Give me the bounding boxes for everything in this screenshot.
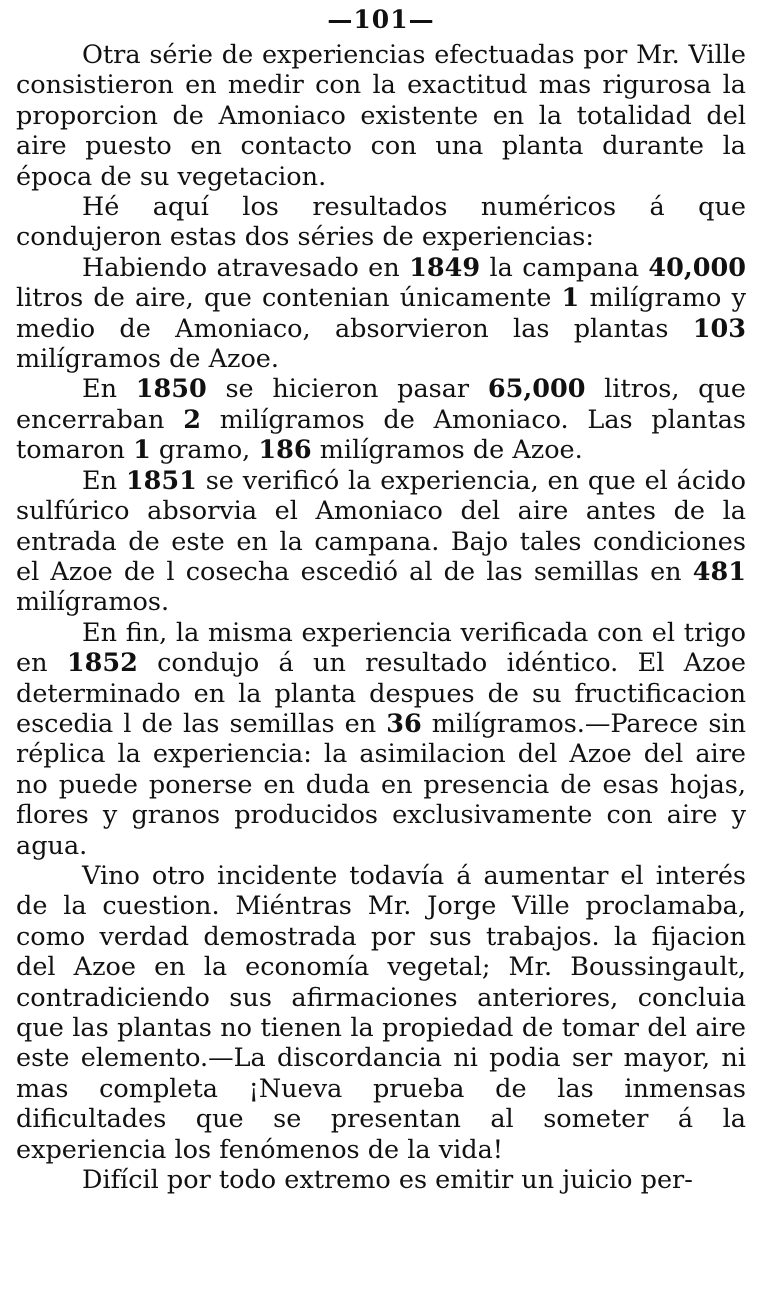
paragraph [16, 253, 746, 375]
text-run: En [82, 465, 126, 496]
text-run: En [82, 374, 136, 405]
bold-figure: 40,000 [648, 252, 747, 283]
bold-figure: 1852 [66, 648, 138, 679]
text-run: Habiendo atravesado en [82, 252, 410, 283]
text-run: Otra série de experiencias efectuadas por Mr. Ville consistieron en medir con la exactitud mas rigurosa la proporcion de Amoniaco existente en la totalidad del aire puesto en contacto con una planta durante la época de su vegetacion. [16, 40, 746, 192]
paragraph [16, 466, 746, 618]
bold-figure: 1 [133, 435, 151, 466]
text-run: milígramos de Amoniaco. Las plantas tomaron [16, 404, 747, 466]
paragraph [16, 40, 746, 192]
text-run: litros, que encerraban [16, 374, 746, 435]
page-number: —101— [327, 5, 435, 34]
bold-figure: 1849 [409, 252, 481, 283]
text-run: milígramos.—Parece sin réplica la experiencia: la asimilacion del Azoe del aire no puede ponerse en duda en presencia de esas hojas, flores y granos producidos exclusivamente con aire y agua. [16, 708, 746, 861]
text-run: se hicieron pasar [206, 374, 488, 405]
bold-figure: 103 [692, 313, 746, 344]
paragraph [16, 1165, 746, 1195]
text-run: la campana [480, 252, 649, 283]
bold-figure: 36 [386, 708, 422, 739]
paragraph [16, 618, 746, 861]
bold-figure: 1850 [135, 374, 207, 405]
bold-figure: 186 [258, 435, 312, 466]
text-run: Vino otro incidente todavía á aumentar el interés de la cuestion. Miéntras Mr. Jorge Ville proclamaba, como verdad demostrada por sus trabajos. la fijacion del Azoe en la economía vegetal; Mr. Boussingault, contradiciendo sus afirmaciones anteriores, concluia que las plantas no tienen la propiedad de tomar del aire este elemento.—La discordancia ni podia ser mayor, ni mas completa ¡Nueva prueba de las inmensas dificultades que se presentan al someter á la experiencia los fenómenos de la vida! [16, 860, 746, 1165]
text-run: se verificó la experiencia, en que el ácido sulfúrico absorvia el Amoniaco del aire antes de la entrada de este en la campana. Bajo tales condiciones el Azoe de l cosecha escedió al de las semillas en [16, 465, 746, 587]
text-run: milígramo y medio de Amoniaco, absorvieron las plantas [16, 283, 747, 344]
bold-figure: 1851 [125, 465, 197, 496]
text-run: milígramos de Azoe. [311, 435, 583, 466]
paragraph [16, 861, 746, 1165]
bold-figure: 65,000 [487, 374, 586, 405]
paragraph [16, 374, 746, 465]
text-run: En fin, la misma experiencia verificada con el trigo en [16, 617, 746, 679]
bold-figure: 2 [183, 404, 201, 435]
text-run: milígramos. [16, 587, 170, 618]
text-run: milígramos de Azoe. [16, 344, 280, 375]
text-run: Hé aquí los resultados numéricos á que condujeron estas dos séries de experiencias: [16, 192, 746, 253]
text-run: gramo, [150, 435, 259, 466]
text-run: condujo á un resultado idéntico. El Azoe determinado en la planta despues de su fructificacion escedia l de las semillas en [16, 648, 746, 739]
body-text [16, 40, 746, 1195]
text-run: Difícil por todo extremo es emitir un juicio per- [82, 1165, 693, 1196]
bold-figure: 481 [692, 556, 746, 587]
bold-figure: 1 [561, 283, 580, 314]
paragraph [16, 192, 746, 253]
text-run: litros de aire, que contenian únicamente [16, 283, 562, 314]
